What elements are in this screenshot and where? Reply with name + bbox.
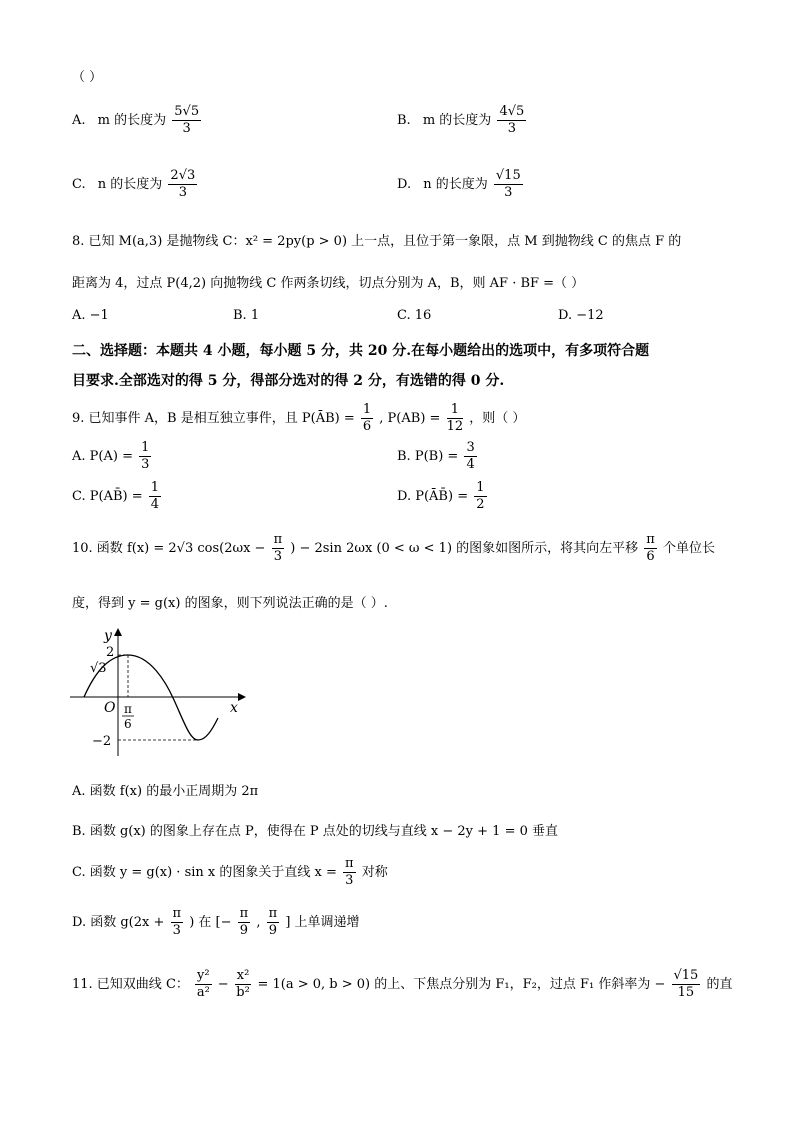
q9-option-b: B. P(B) = $\frac{3}{4}$ bbox=[397, 440, 475, 472]
section2-heading-line1: 二、选择题：本题共 4 小题，每小题 5 分，共 20 分.在每小题给出的选项中，有多项符合题 bbox=[72, 343, 650, 359]
q10-option-b: B. 函数 g(x) 的图象上存在点 P，使得在 P 点处的切线与直线 x − 2y + 1 = 0 垂直 bbox=[72, 824, 558, 839]
q7-d-text: n 的长度为 bbox=[423, 177, 488, 192]
q11-stem: 11. 已知双曲线 C： $\frac{\text{y²}}{\text{a²}}$ − $\frac{\text{x²}}{\text{b²}}$ = 1(a > 0, b > 0) 的上、下焦点分别为 F₁，F₂，过点 F₁ 作斜率为 − $\frac{√15}{15}$ 的直 bbox=[72, 968, 733, 1000]
q10-label-neg2: −2 bbox=[92, 734, 112, 749]
q7-d-label: D. bbox=[397, 177, 412, 192]
q10-option-a: A. 函数 f(x) 的最小正周期为 2π bbox=[72, 784, 259, 799]
q7-c-label: C. bbox=[72, 177, 86, 192]
q7-option-b bbox=[397, 104, 528, 137]
q9-option-c: C. P(AB̄) = $\frac{1}{4}$ bbox=[72, 480, 160, 512]
q8-stem-line1: 8. 已知 M(a,3) 是抛物线 C：x² = 2py(p > 0) 上一点，且位于第一象限，点 M 到抛物线 C 的焦点 F 的 bbox=[72, 234, 682, 249]
q8-option-b: B. 1 bbox=[233, 308, 260, 323]
q10-label-sqrt3: √3 bbox=[90, 661, 107, 676]
q8-stem-line2: 距离为 4，过点 P(4,2) 向抛物线 C 作两条切线，切点分别为 A，B，则 AF · BF =（ ） bbox=[72, 276, 585, 291]
q7-c-text: n 的长度为 bbox=[97, 177, 163, 192]
q10-label-pi: π bbox=[124, 702, 132, 716]
q10-stem-line1: 10. 函数 f(x) = 2√3 cos(2ωx − $\frac{\pi}{3}$ ) − 2sin 2ωx (0 < ω < 1) 的图象如图所示，将其向左平移 $\frac{\pi}{6}$ 个单位长 bbox=[72, 532, 715, 564]
q9-stem: 9. 已知事件 A，B 是相互独立事件，且 P(ĀB) = $\frac{1}{6}$ , P(AB) = $\frac{1}{12}$ ，则（ ） bbox=[72, 402, 526, 434]
q8-option-a: A. −1 bbox=[72, 308, 109, 323]
q9-option-d: D. P(ĀB̄) = $\frac{1}{2}$ bbox=[397, 480, 485, 512]
q10-label-6: 6 bbox=[124, 717, 132, 731]
q7-option-d bbox=[397, 168, 525, 201]
q7-b-frac: $\frac{4√5}{3}$ bbox=[499, 104, 525, 136]
q7-b-label: B. bbox=[397, 113, 411, 128]
q7-b-text: m 的长度为 bbox=[422, 113, 492, 128]
q10-y-axis-label: y bbox=[104, 628, 112, 644]
q7-d-frac: $\frac{√15}{3}$ bbox=[495, 168, 521, 200]
q9-option-a: A. P(A) = $\frac{1}{3}$ bbox=[72, 440, 150, 472]
q8-option-c: C. 16 bbox=[397, 308, 432, 323]
q10-option-c: C. 函数 y = g(x) · sin x 的图象关于直线 x = $\frac{\pi}{3}$ 对称 bbox=[72, 856, 388, 888]
q10-function-graph bbox=[66, 622, 256, 762]
q7-a-label: A. bbox=[72, 113, 86, 128]
q10-option-d: D. 函数 g(2x + $\frac{\pi}{3}$ ) 在 [− $\frac{\pi}{9}$ , $\frac{\pi}{9}$ ] 上单调递增 bbox=[72, 906, 360, 938]
q7-option-a bbox=[72, 104, 203, 137]
q7-option-c bbox=[72, 168, 199, 201]
q10-stem-line2: 度，得到 y = g(x) 的图象，则下列说法正确的是（ ）. bbox=[72, 596, 388, 611]
q10-label-2: 2 bbox=[106, 645, 115, 660]
q10-origin-label: O bbox=[104, 700, 116, 716]
section2-heading-line2: 目要求.全部选对的得 5 分，得部分选对的得 2 分，有选错的得 0 分. bbox=[72, 373, 505, 389]
q9-frac-2: $\frac{1}{12}$ bbox=[446, 402, 464, 434]
q10-x-axis-label: x bbox=[230, 700, 238, 716]
q7-paren: （ ） bbox=[72, 70, 103, 85]
q7-a-text: m 的长度为 bbox=[97, 113, 167, 128]
q7-c-frac: $\frac{2√3}{3}$ bbox=[170, 168, 196, 200]
q7-a-frac: $\frac{5√5}{3}$ bbox=[174, 104, 200, 136]
q8-option-d: D. −12 bbox=[558, 308, 604, 323]
q9-frac-1: $\frac{1}{6}$ bbox=[362, 402, 372, 434]
